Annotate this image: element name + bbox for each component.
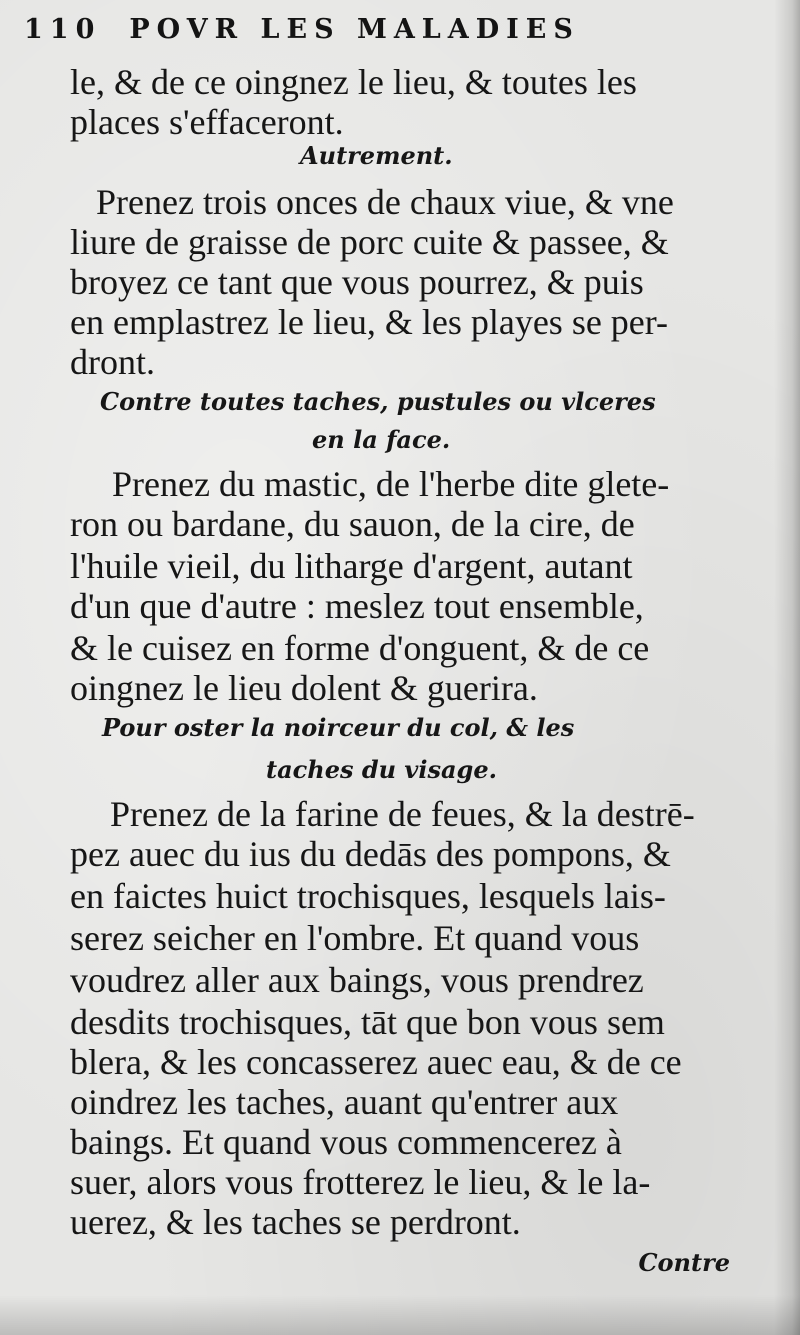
paragraph-first-line: Prenez de la farine de feues, & la destrē- <box>110 794 695 834</box>
text-line: blera, & les concasserez auec eau, & de ce <box>70 1042 682 1082</box>
text-line: ron ou bardane, du sauon, de la cire, de <box>70 504 635 544</box>
text-line: oingnez le lieu dolent & guerira. <box>70 668 538 708</box>
paragraph-first-line: Prenez trois onces de chaux viue, & vne <box>96 182 674 222</box>
text-line: voudrez aller aux baings, vous prendrez <box>70 960 644 1000</box>
text-line: le, & de ce oingnez le lieu, & toutes les <box>70 62 637 102</box>
text-line: pez auec du ius du dedās des pompons, & <box>70 834 671 874</box>
text-line: & le cuisez en forme d'onguent, & de ce <box>70 628 650 668</box>
paragraph-first-line: Prenez du mastic, de l'herbe dite glete- <box>112 464 670 504</box>
page-number: 110 <box>24 14 102 45</box>
catchword: Contre <box>638 1248 730 1277</box>
running-head <box>24 14 664 54</box>
text-line: broyez ce tant que vous pourrez, & puis <box>70 262 644 302</box>
text-line: suer, alors vous frotterez le lieu, & le la- <box>70 1162 651 1202</box>
page-edge-shadow <box>774 0 800 1335</box>
text-line: liure de graisse de porc cuite & passee, & <box>70 222 669 262</box>
text-line: dront. <box>70 342 155 382</box>
text-line: l'huile vieil, du litharge d'argent, autant <box>70 546 633 586</box>
text-line: d'un que d'autre : meslez tout ensemble, <box>70 586 644 626</box>
text-line: baings. Et quand vous commencerez à <box>70 1122 622 1162</box>
section-heading: Autrement. <box>300 141 453 170</box>
text-line: oindrez les taches, auant qu'entrer aux <box>70 1082 619 1122</box>
text-line: en emplastrez le lieu, & les playes se per- <box>70 302 669 342</box>
section-heading: Contre toutes taches, pustules ou vlceres <box>100 387 656 416</box>
text-line: places s'effaceront. <box>70 102 344 142</box>
text-line: uerez, & les taches se perdront. <box>70 1202 521 1242</box>
page-bottom-shadow <box>0 1295 800 1335</box>
section-heading: en la face. <box>312 425 451 454</box>
section-heading: Pour oster la noirceur du col, & les <box>102 713 575 742</box>
running-title: POVR LES MALADIES <box>129 14 580 45</box>
text-line: serez seicher en l'ombre. Et quand vous <box>70 918 640 958</box>
section-heading: taches du visage. <box>266 755 497 784</box>
text-line: desdits trochisques, tāt que bon vous sem <box>70 1002 665 1042</box>
text-line: en faictes huict trochisques, lesquels lais- <box>70 876 666 916</box>
